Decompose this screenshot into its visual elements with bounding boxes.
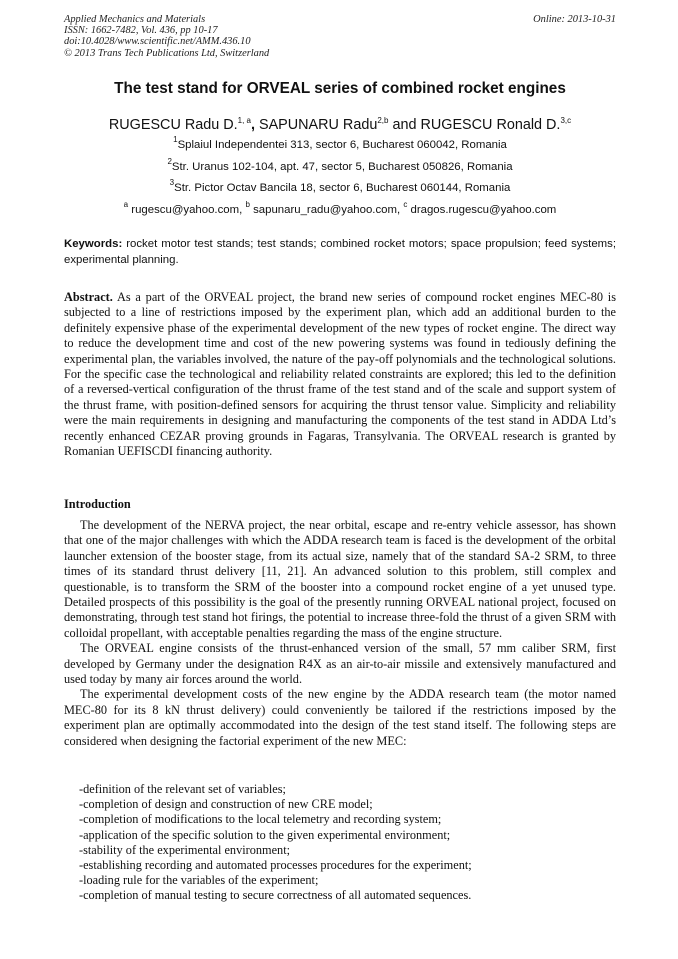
email-a[interactable]: rugescu@yahoo.com, bbox=[131, 204, 243, 216]
affiliation-3-num: 3 bbox=[169, 178, 175, 187]
email-c-mark: c bbox=[403, 200, 408, 209]
affiliation-2 bbox=[64, 157, 616, 174]
intro-paragraph-3: The experimental development costs of the new engine by the ADDA research team (the motor named MEC-80 for its 8 kN thrust delivery) could conveniently be tailored if the restrictions imposed by the experiment plan are optimally accommodated into the design of the test stand itself. The following steps are considered when designing the factorial experiment of the new MEC: bbox=[64, 687, 616, 748]
journal-name: Applied Mechanics and Materials bbox=[64, 14, 206, 25]
journal-header bbox=[64, 14, 616, 59]
list-item: -establishing recording and automated processes procedures for the experiment; bbox=[79, 858, 472, 873]
email-a-mark: a bbox=[123, 200, 129, 209]
journal-issn: ISSN: 1662-7482, Vol. 436, pp 10-17 bbox=[64, 25, 218, 37]
abstract-text: As a part of the ORVEAL project, the brand new series of compound rocket engines MEC-80 is subjected to a line of restrictions imposed by the experiment plan, which add an additional burden to the definitely expensive phase of the experimental development of the new types of rocket engine. The direct way to reduce the development time and cost of the new powering systems was found in tediously defining the experimental plan, the variables involved, the nature of the pay-off polynomials and the technological solutions. For the specific case the technological and reliability related constraints are explored; this led to the definition of a reversed-vertical configuration of the thrust frame of the test stand and of the scale and support system of the thrust frame, with position-defined sensors for acquiring the thrust tensor value. Simplicity and reliability were the main requirements in designing and manufacturing the components of the test stand in ADDA Ltd’s recently enhanced CEZAR proving grounds in Fagaras, Transylvania. The ORVEAL research is granted by Romanian UEFISCDI financing authority. bbox=[64, 290, 616, 459]
keywords bbox=[64, 237, 616, 268]
list-item: -application of the specific solution to the given experimental environment; bbox=[79, 827, 451, 842]
journal-doi: doi:10.4028/www.scientific.net/AMM.436.10 bbox=[64, 36, 251, 48]
abstract bbox=[64, 290, 616, 459]
paper-title: The test stand for ORVEAL series of combined rocket engines bbox=[114, 80, 566, 97]
list-item: -stability of the experimental environment; bbox=[79, 842, 291, 857]
affiliation-1-num: 1 bbox=[173, 135, 178, 144]
online-date: Online: 2013-10-31 bbox=[533, 14, 616, 25]
email-b-mark: b bbox=[245, 200, 250, 209]
list-item: -completion of modifications to the local telemetry and recording system; bbox=[79, 812, 442, 827]
list-item: -completion of design and construction of new CRE model; bbox=[79, 797, 373, 812]
author-2: SAPUNARU Radu bbox=[258, 117, 378, 133]
email-c[interactable]: dragos.rugescu@yahoo.com bbox=[410, 204, 557, 216]
author-conjunction: and bbox=[392, 117, 417, 133]
author-line bbox=[64, 116, 616, 134]
list-item: -definition of the relevant set of variables; bbox=[79, 782, 286, 796]
author-separator: , bbox=[250, 117, 255, 133]
affiliation-3 bbox=[64, 178, 616, 195]
affiliation-1-text: Splaiul Independentei 313, sector 6, Bucharest 060042, Romania bbox=[177, 139, 507, 151]
list-item: -completion of manual testing to secure correctness of all automated sequences. bbox=[79, 888, 472, 903]
intro-paragraph-1: The development of the NERVA project, the near orbital, escape and re-entry vehicle assessor, has shown that one of the major challenges with which the ADDA research team is faced is the development of the orbital launcher extension of the booster stage, from its actual size, namely that of the standard SA-2 SRM, to three times of its standard thrust delivery [11, 21]. An advanced solution to this problem, still complex and questionable, is to transform the SRM of the booster into a compound rocket engine of a yet unused type. Detailed prospects of this possibility is the goal of the presently running ORVEAL national project, focused on demonstrating, through test stand hot firings, the potential to increase three-fold the thrust of a given SRM with colloidal propellant, with acceptable penalties regarding the mass of the engine structure. bbox=[64, 518, 616, 640]
section-heading-introduction: Introduction bbox=[64, 497, 131, 511]
keywords-text: rocket motor test stands; test stands; combined rocket motors; space propulsion; feed systems; experimental planning. bbox=[64, 238, 617, 266]
author-2-affil: 2,b bbox=[377, 116, 389, 125]
list-item: -loading rule for the variables of the experiment; bbox=[79, 873, 319, 888]
affiliation-2-text: Str. Uranus 102-104, apt. 47, sector 5, Bucharest 050826, Romania bbox=[171, 161, 513, 173]
email-line bbox=[64, 200, 616, 217]
introduction-body bbox=[64, 518, 616, 749]
author-1: RUGESCU Radu D. bbox=[108, 117, 238, 133]
email-b[interactable]: sapunaru_radu@yahoo.com, bbox=[253, 204, 401, 216]
intro-paragraph-2: The ORVEAL engine consists of the thrust-enhanced version of the small, 57 mm caliber SRM, first developed by Germany under the designation R4X as an air-to-air missile and extensively manufactured and used today by many air forces around the world. bbox=[64, 641, 616, 687]
author-3-affil: 3,c bbox=[560, 116, 572, 125]
affiliation-1 bbox=[64, 135, 616, 152]
abstract-label: Abstract. bbox=[64, 290, 113, 304]
author-1-affil: 1, a bbox=[237, 116, 251, 125]
author-3: RUGESCU Ronald D. bbox=[420, 117, 561, 133]
keywords-label: Keywords: bbox=[64, 238, 123, 250]
journal-copyright: © 2013 Trans Tech Publications Ltd, Switzerland bbox=[64, 47, 270, 59]
affiliation-3-text: Str. Pictor Octav Bancila 18, sector 6, Bucharest 060144, Romania bbox=[174, 182, 511, 194]
affiliation-2-num: 2 bbox=[167, 157, 172, 166]
steps-list bbox=[79, 782, 619, 904]
